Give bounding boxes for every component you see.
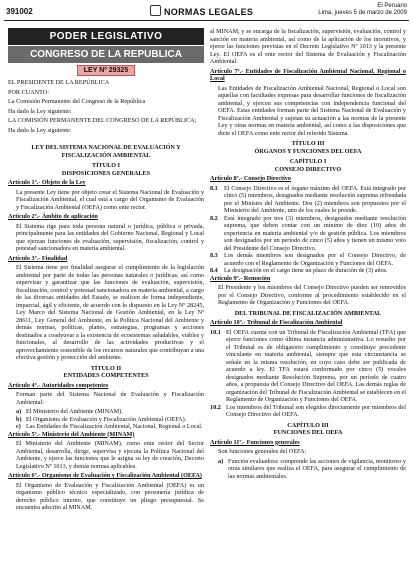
list-item: a) El Ministerio del Ambiente (MINAM). [16,408,123,415]
article-heading: Artículo 7º.- Entidades de Fiscalización Ambiental Nacional, Regional o Local [210,67,406,82]
list-item: 8.2 Está integrado por tres (3) miembros, designados mediante resolución suprema, que deben contar con un mínimo de diez (10) años de experiencia en materia ambiental y/o de gestión pública. Los miembros son designados por un período de cinco (5) años y tienen un mismo voto del Presidente del Consejo Directivo. [210,214,406,252]
right-column [210,28,406,480]
article-text: Son funciones generales del OEFA: [218,448,307,455]
chapter-name: CONSEJO DIRECTIVO [274,165,342,173]
list-item: b) El Organismo de Evaluación y Fiscalización Ambiental (OEFA). [16,415,187,423]
header-rule [4,20,409,21]
preamble-line: POR CUANTO: [8,88,49,96]
list-item: 10.2 Los miembros del Tribunal son elegidos directamente por miembros del Consejo Directivo del OEFA. [210,403,406,418]
section-banner: PODER LEGISLATIVO [8,28,204,45]
article-heading: Artículo 10º.- Tribunal de Fiscalización Ambiental [210,319,343,326]
article-heading: Artículo 9º.- Remoción [210,274,271,282]
article-heading: Artículo 8º.- Consejo Directivo [210,175,291,182]
chapter-name: FUNCIONES DEL OEFA [273,429,343,436]
preamble-line: Ha dado la Ley siguiente: [8,107,72,115]
preamble-line: La Comisión Permanente del Congreso de la República [8,98,146,105]
title-heading: TÍTULO III [291,140,325,147]
list-item: 8.4 La designación en el cargo tiene un plazo de duración de (3) años. [210,267,388,274]
title-name: ÓRGANOS Y FUNCIONES DEL OEFA [254,147,362,155]
institution-banner: CONGRESO DE LA REPUBLICA [8,46,204,63]
article-text: El Organismo de Evaluación y Fiscalización Ambiental (OEFA) es un organismo público técnico especializado, con personería jurídica de derecho público interno, que constituye un pliego presupuestal. Se encuentra adscrito al MINAM. [16,481,204,511]
article-text: Forman parte del Sistema Nacional de Evaluación y Fiscalización Ambiental: [16,391,204,406]
section-heading: DEL TRIBUNAL DE FISCALIZACIÓN AMBIENTAL [234,309,382,317]
article-heading: Artículo 3º.- Finalidad [8,254,68,262]
article-heading: Artículo 11º.- Funciones generales [210,438,300,446]
article-heading: Artículo 6º.- Organismo de Evaluación y Fiscalización Ambiental (OEFA) [8,472,202,479]
preamble-line: Ha dado la Ley siguiente: [8,126,72,134]
list-item: 10.1 El OEFA cuenta con un Tribunal de Fiscalización Ambiental (TFA) que ejerce funciones como última instancia administrativa. Lo resuelto por el Tribunal es de obligatorio cumplimiento y constituye precedente vinculante en materia ambiental, siempre que esta circunstancia se señale en la misma resolución, en cuyo caso debe ser publicada de acuerdo a ley. El TFA estará conformado por cinco (5) vocales designados mediante Resolución Suprema, por un período de cuatro años, a propuesta del Consejo Directivo del OEFA. Las demás reglas de organización del Tribunal de Fiscalización Ambiental se establecen en el Reglamento de Organización y Funciones del OEFA. [210,328,406,403]
page-header [0,0,413,26]
law-number-badge: LEY Nº 29325 [77,65,135,76]
title-heading: TÍTULO I [91,162,121,169]
article-heading: Artículo 2º.- Ámbito de aplicación [8,213,98,220]
page-number: 391002 [6,7,33,16]
list-item: c) Las Entidades de Fiscalización Ambiental, Nacional, Regional o Local. [16,423,203,430]
article-text: El Ministerio del Ambiente (MINAM), como ente rector del Sector Ambiental, desarrolla, dirige, supervisa y ejecuta la Política Nacional del Ambiente, y ejerce las funciones que le asigna su ley de creación, Decreto Legislativo Nº 1013, y demás normas aplicables. [16,440,204,470]
article-text: La presente Ley tiene por objeto crear el Sistema Nacional de Evaluación y Fiscalización Ambiental, el cual está a cargo del Organismo de Evaluación y Fiscalización Ambiental (OEFA) como ente rector. [16,188,204,211]
preamble-line: EL PRESIDENTE DE LA REPÚBLICA [8,79,110,86]
list-item: 8.3 Los demás miembros son designados por el Consejo Directivo, de acuerdo con el Reglamento de Organización y Funciones del OEFA. [210,252,406,267]
publication-place [318,3,407,17]
article-heading: Artículo 5º.- Ministerio del Ambiente (MINAM) [8,430,135,438]
left-column [8,28,204,514]
publication-title [150,5,253,17]
list-item: 8.1 El Consejo Directivo es el órgano máximo del OEFA. Está integrado por cinco (5) miembros, designados mediante resolución suprema refrendada por el Ministro del Ambiente. Dos (2) miembros son propuestos por el Ministerio del Ambiente, uno de los cuales lo preside. [210,184,406,214]
publication-name: NORMAS LEGALES [164,7,254,17]
article-heading: Artículo 1º.- Objeto de la Ley [8,179,86,186]
article-text: Las Entidades de Fiscalización Ambiental Nacional, Regional o Local son aquellas con facultades expresas para desarrollar funciones de fiscalización ambiental, y ejercen sus competencias con independencia funcional del OEFA. Estas entidades forman parte del Sistema Nacional de Evaluación y Fiscalización Ambiental y sujetan su actuación a las normas de la presente Ley y otras normas en materia ambiental, así como a las disposiciones que dicte el OEFA como ente rector del referido Sistema. [218,84,406,137]
law-title: LEY DEL SISTEMA NACIONAL DE EVALUACIÓN Y FISCALIZACIÓN AMBIENTAL [31,144,181,159]
title-heading: TÍTULO II [90,364,122,372]
title-name: ENTIDADES COMPETENTES [63,372,149,379]
list-item: a) Función evaluadora: comprende las acciones de vigilancia, monitoreo y otras similares que realiza el OEFA, para asegurar el cumplimiento de las normas ambientales. [218,457,406,480]
chapter-heading: CAPÍTULO III [287,421,329,429]
article-text: al MINAM, y se encarga de la fiscalización, supervisión, evaluación, control y sanción en materia ambiental, así como de la aplicación de los incentivos, y ejerce las funciones previstas en el Decreto Legislativo Nº 1013 y la presente Ley. El OEFA es el ente rector del Sistema de Evaluación y Fiscalización Ambiental. [210,28,406,65]
title-name: DISPOSICIONES GENERALES [61,169,151,177]
publication-date: Lima, jueves 5 de marzo de 2009 [318,10,407,16]
publication-place-name: El Peruano [377,3,407,9]
article-text: El Presidente y los miembros del Consejo Directivo pueden ser removidos por el Consejo Directivo, conforme al procedimiento establecido en el Reglamento de Organización y Funciones del OEFA. [218,284,406,306]
chapter-heading: CAPÍTULO I [289,158,327,165]
preamble-line: LA COMISIÓN PERMANENTE DEL CONGRESO DE LA REPÚBLICA; [8,117,197,124]
coat-of-arms-icon [150,5,161,16]
article-heading: Artículo 4º.- Autoridades competentes [8,381,109,389]
article-text: El Sistema tiene por finalidad asegurar el cumplimiento de la legislación ambiental por parte de todas las personas naturales o jurídicas, así como supervisar y garantizar que las funciones de evaluación, supervisión, fiscalización, control y potestad sancionadora en materia ambiental, a cargo de las diversas entidades del Estado, se realicen de forma independiente, imparcial, ágil y eficiente, de acuerdo con lo dispuesto en la Ley Nº 28245, Ley Marco del Sistema Nacional de Gestión Ambiental, en la Ley Nº 28611, Ley General del Ambiente, en la Política Nacional del Ambiente y demás normas, políticas, planes, estrategias, programas y acciones destinados a coadyuvar a la existencia de ecosistemas saludables, viables y funcionales, al desarrollo de las actividades productivas y el aprovechamiento sostenible de los recursos naturales que contribuyan a una efectiva gestión y protección del ambiente. [16,264,204,361]
article-text: El Sistema rige para toda persona natural o jurídica, pública o privada, principalmente para las entidades del Gobierno Nacional, Regional y Local que ejerzan funciones de evaluación, supervisión, fiscalización, control y potestad sancionadora en materia ambiental. [16,222,204,252]
